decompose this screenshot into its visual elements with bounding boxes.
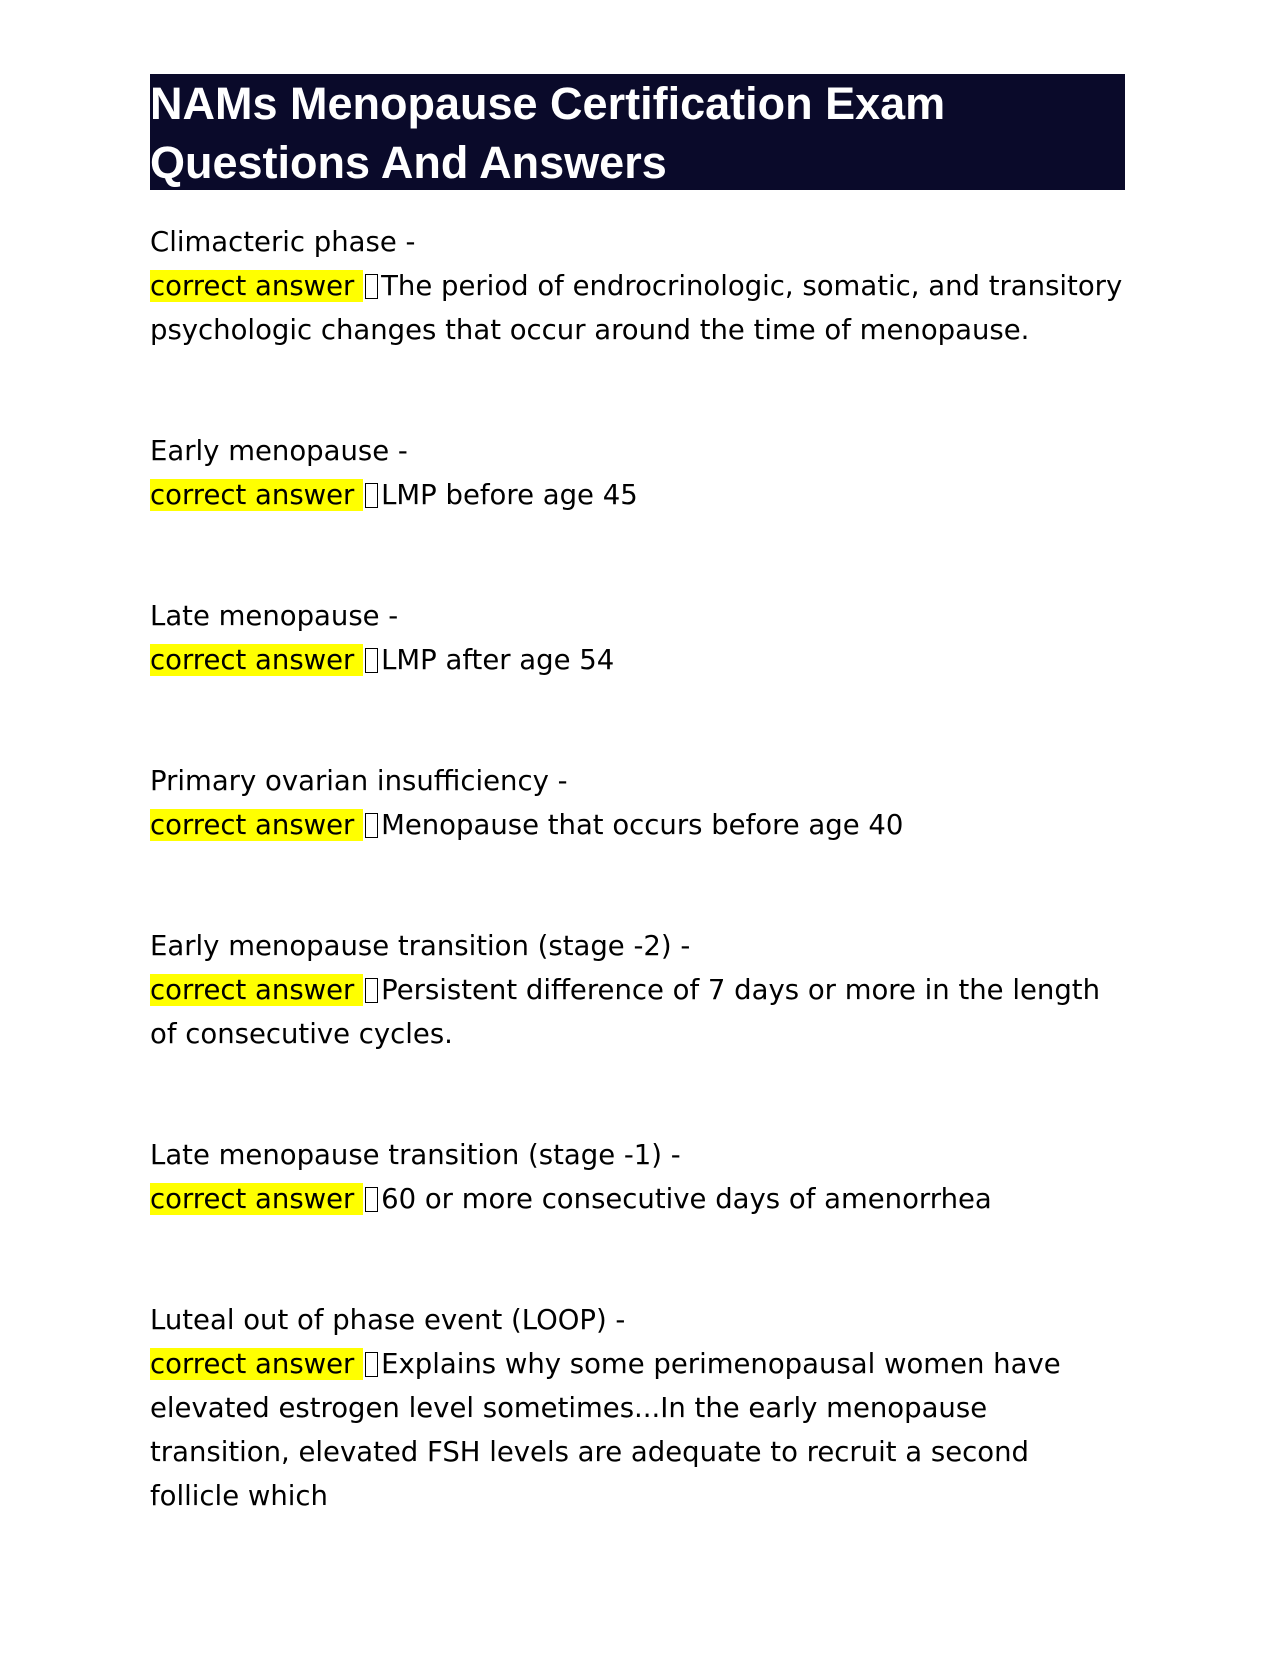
correct-answer-label: correct answer	[150, 479, 364, 511]
correct-answer-label: correct answer	[150, 1183, 364, 1215]
question-text: Luteal out of phase event (LOOP) -	[150, 1304, 626, 1336]
question-text: Primary ovarian insufficiency -	[150, 765, 568, 797]
missing-glyph-box-icon	[365, 1187, 378, 1212]
document-page	[150, 74, 1125, 1518]
question-text: Late menopause -	[150, 600, 399, 632]
question-text: Early menopause transition (stage -2) -	[150, 930, 691, 962]
answer-text: The period of endrocrinologic, somatic, and transitory psychologic changes that occur around the time of menopause.	[150, 270, 1123, 346]
qa-item	[150, 594, 1125, 682]
answer-text: 60 or more consecutive days of amenorrhea	[381, 1183, 992, 1215]
qa-item	[150, 1133, 1125, 1221]
qa-item	[150, 429, 1125, 517]
missing-glyph-box-icon	[365, 813, 378, 838]
correct-answer-label: correct answer	[150, 270, 364, 302]
title-line-1: NAMs Menopause Certification Exam	[150, 78, 946, 129]
answer-line	[150, 1342, 1125, 1518]
correct-answer-label: correct answer	[150, 644, 364, 676]
qa-item	[150, 1298, 1125, 1518]
missing-glyph-box-icon	[365, 978, 378, 1003]
correct-answer-label: correct answer	[150, 809, 364, 841]
question-text: Early menopause -	[150, 435, 408, 467]
answer-text: LMP before age 45	[381, 479, 638, 511]
qa-item	[150, 924, 1125, 1056]
answer-text: Explains why some perimenopausal women have elevated estrogen level sometimes...In the early menopause transition, elevated FSH levels are adequate to recruit a second follicle which	[150, 1348, 1061, 1512]
answer-text: Menopause that occurs before age 40	[381, 809, 904, 841]
missing-glyph-box-icon	[365, 648, 378, 673]
title-line-2: Questions And Answers	[150, 137, 667, 188]
answer-line	[150, 1177, 1125, 1221]
question-text: Late menopause transition (stage -1) -	[150, 1139, 681, 1171]
correct-answer-label: correct answer	[150, 974, 364, 1006]
missing-glyph-box-icon	[365, 483, 378, 508]
document-title	[150, 74, 1125, 190]
question-text: Climacteric phase -	[150, 226, 416, 258]
answer-line	[150, 803, 1125, 847]
missing-glyph-box-icon	[365, 274, 378, 299]
missing-glyph-box-icon	[365, 1352, 378, 1377]
answer-line	[150, 264, 1125, 352]
correct-answer-label: correct answer	[150, 1348, 364, 1380]
qa-list	[150, 220, 1125, 1518]
answer-line	[150, 638, 1125, 682]
qa-item	[150, 759, 1125, 847]
answer-text: Persistent difference of 7 days or more in the length of consecutive cycles.	[150, 974, 1101, 1050]
answer-line	[150, 968, 1125, 1056]
answer-text: LMP after age 54	[381, 644, 615, 676]
answer-line	[150, 473, 1125, 517]
qa-item	[150, 220, 1125, 352]
